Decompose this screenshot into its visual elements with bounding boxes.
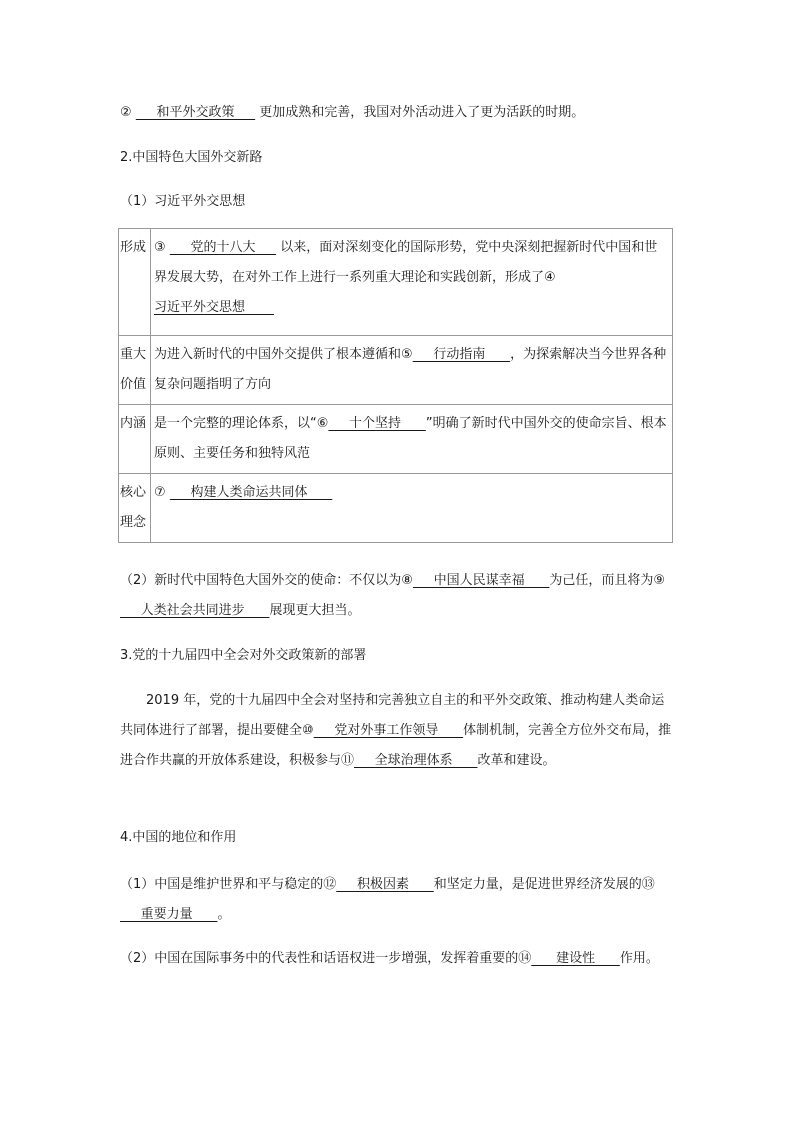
row-text: 以来，面对深刻变化的国际形势，党中央深刻把握新时代中国和世界发展大势，在对外工作上进行一系列重大理论和实践创新，形成了④ bbox=[154, 240, 658, 285]
row-value-value bbox=[151, 336, 673, 405]
answer-blank-13: 重要力量 bbox=[120, 907, 218, 922]
table-row bbox=[119, 229, 673, 336]
answer-blank-11: 全球治理体系 bbox=[354, 753, 478, 768]
answer-blank-8: 中国人民谋幸福 bbox=[412, 573, 550, 588]
row-key-connotation: 内涵 bbox=[119, 405, 151, 474]
paragraph-role bbox=[120, 944, 676, 974]
table-row bbox=[119, 474, 673, 543]
paragraph-text: 。 bbox=[217, 907, 231, 922]
row-key-core-idea: 核心理念 bbox=[119, 474, 151, 543]
row-text: 是一个完整的理论体系，以“⑥ bbox=[154, 416, 329, 431]
answer-blank-3: 党的十八大 bbox=[169, 240, 277, 255]
answer-blank-10: 党对外事工作领导 bbox=[313, 723, 464, 738]
answer-blank-2: 和平外交政策 bbox=[135, 105, 256, 120]
section-heading-4: 4.中国的地位和作用 bbox=[120, 830, 237, 845]
circled-number-7: ⑦ bbox=[154, 485, 166, 500]
paragraph-text: 为己任，而且将为⑨ bbox=[549, 573, 666, 588]
answer-blank-6: 十个坚持 bbox=[328, 416, 426, 431]
row-text: 为进入新时代的中国外交提供了根本遵循和⑤ bbox=[154, 347, 413, 362]
row-text: ”明确了新时代中国外交的使命宗旨、根本原则、主要任务和独特风范 bbox=[154, 416, 667, 461]
subsection-heading-2-1: （1）习近平外交思想 bbox=[120, 194, 246, 209]
row-key-formation: 形成 bbox=[119, 229, 151, 336]
row-text: ，为探索解决当今世界各种复杂问题指明了方向 bbox=[154, 347, 667, 392]
circled-number-3: ③ bbox=[154, 240, 166, 255]
answer-blank-9: 人类社会共同进步 bbox=[120, 603, 270, 618]
answer-blank-5: 行动指南 bbox=[412, 347, 511, 362]
answer-blank-14: 建设性 bbox=[531, 951, 620, 966]
paragraph-fourth-plenum bbox=[120, 686, 676, 776]
paragraph-status bbox=[120, 870, 676, 930]
paragraph-text: 展现更大担当。 bbox=[269, 603, 361, 618]
answer-blank-7: 构建人类命运共同体 bbox=[169, 485, 333, 500]
paragraph-mission bbox=[120, 566, 676, 626]
section-heading-2: 2.中国特色大国外交新路 bbox=[120, 150, 263, 165]
row-value-formation bbox=[151, 229, 673, 336]
paragraph-text: 作用。 bbox=[619, 951, 659, 966]
paragraph-text: 体制机制，完善全方位外交布局，推进合作共赢的开放体系建设，积极参与⑪ bbox=[120, 723, 672, 768]
row-value-core-idea bbox=[151, 474, 673, 543]
circled-number-2: ② bbox=[120, 105, 132, 120]
paragraph-text: （1）中国是维护世界和平与稳定的⑫ bbox=[120, 877, 337, 892]
xi-diplomacy-table bbox=[118, 228, 673, 543]
row-value-connotation bbox=[151, 405, 673, 474]
paragraph-text: 2019 年，党的十九届四中全会对坚持和完善独立自主的和平外交政策、推动构建人类命运共同体进行了部署，提出要健全⑩ bbox=[120, 693, 665, 738]
table-row bbox=[119, 405, 673, 474]
table-row bbox=[119, 336, 673, 405]
paragraph-text: 改革和建设。 bbox=[477, 753, 556, 768]
paragraph-text: 更加成熟和完善，我国对外活动进入了更为活跃的时期。 bbox=[259, 105, 585, 120]
paragraph-text: （2）中国在国际事务中的代表性和话语权进一步增强，发挥着重要的⑭ bbox=[120, 951, 532, 966]
paragraph-text: 和坚定力量，是促进世界经济发展的⑬ bbox=[433, 877, 655, 892]
answer-blank-12: 积极因素 bbox=[336, 877, 434, 892]
answer-blank-4: 习近平外交思想 bbox=[154, 300, 274, 315]
section-heading-3: 3.党的十九届四中全会对外交政策新的部署 bbox=[120, 648, 367, 663]
paragraph-peaceful-policy bbox=[120, 103, 680, 123]
paragraph-text: （2）新时代中国特色大国外交的使命：不仅以为⑧ bbox=[120, 573, 413, 588]
row-key-value: 重大价值 bbox=[119, 336, 151, 405]
